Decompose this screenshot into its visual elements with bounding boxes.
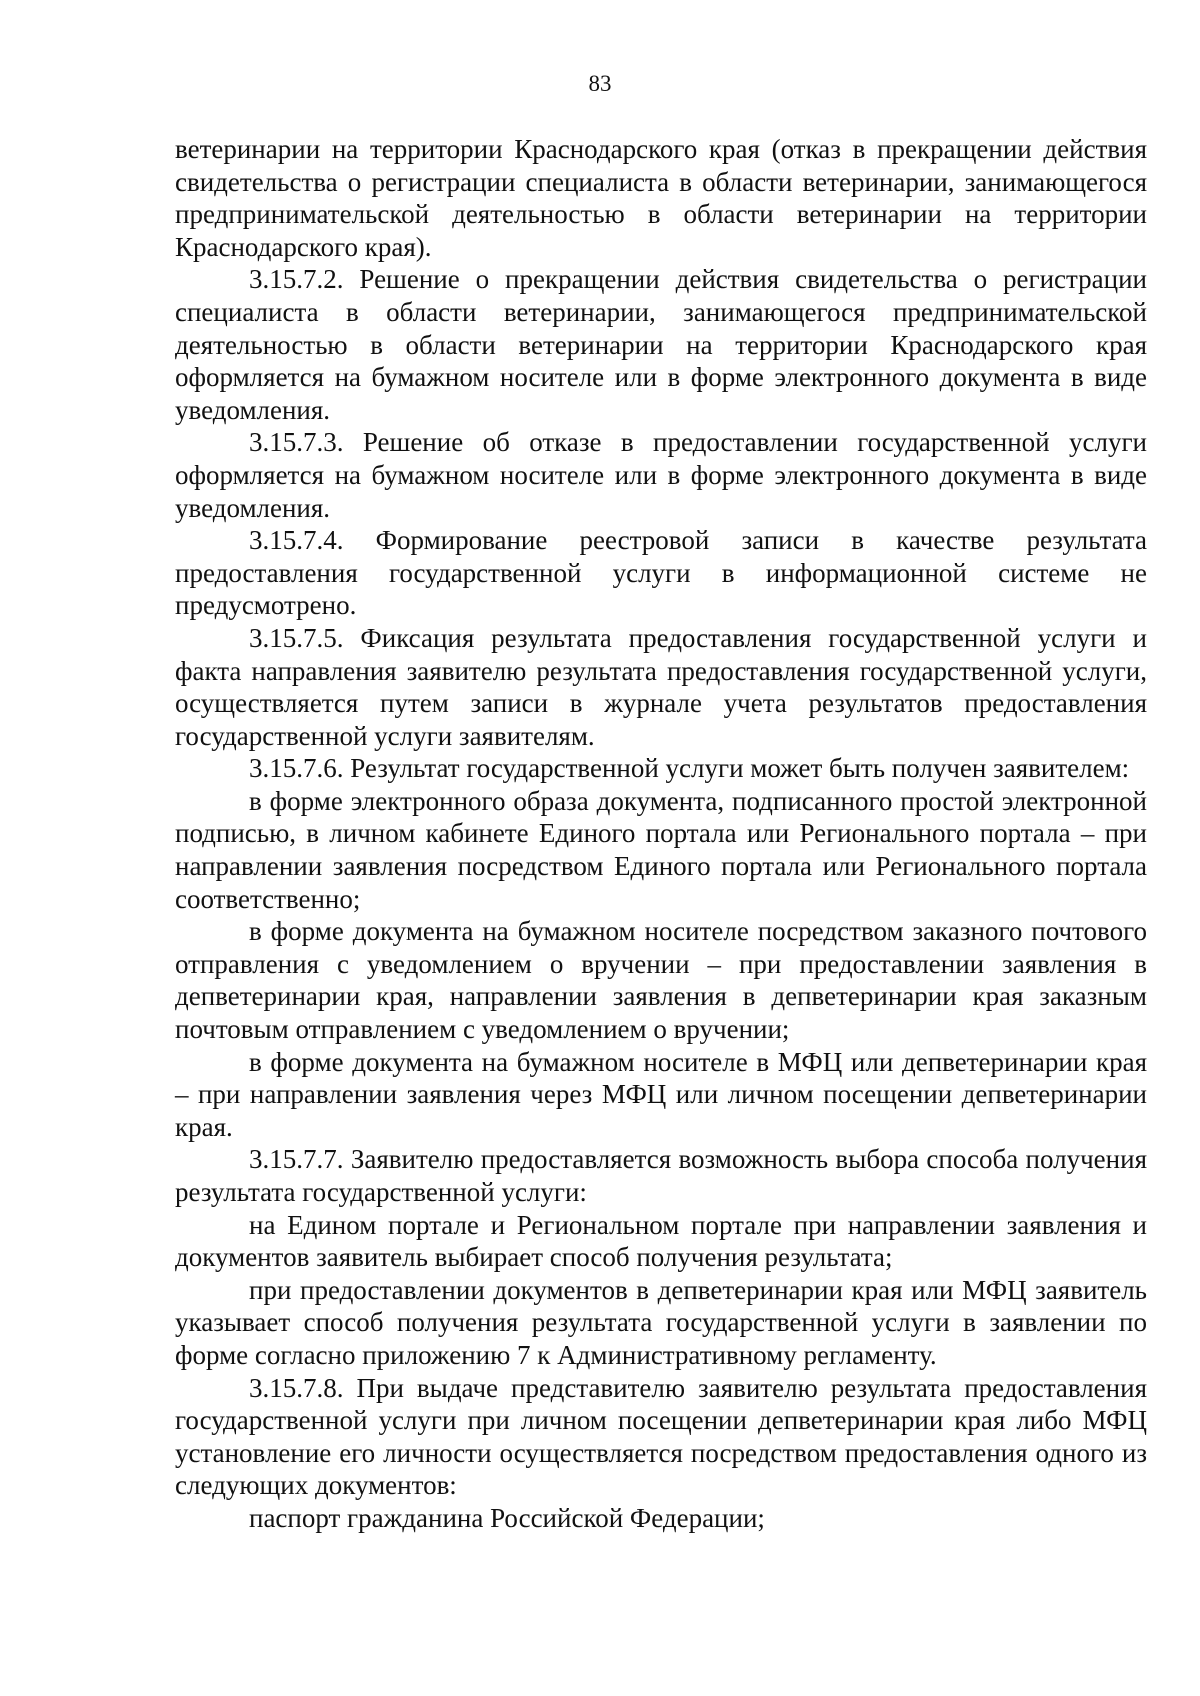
- page-number: 83: [588, 71, 612, 96]
- paragraph: 3.15.7.3. Решение об отказе в предоставлении государственной услуги оформляется на бумажном носителе или в форме электронного документа в виде уведомления.: [175, 427, 1147, 523]
- paragraph: ветеринарии на территории Краснодарского края (отказ в прекращении действия свидетельства о регистрации специалиста в области ветеринарии, занимающегося предпринимательской деятельностью в области ветеринарии на территории Краснодарского края).: [175, 134, 1147, 262]
- paragraph: в форме электронного образа документа, подписанного простой электронной подписью, в личном кабинете Единого портала или Регионального портала – при направлении заявления посредством Единого портала или Регионального портала соответственно;: [175, 785, 1147, 914]
- paragraph: 3.15.7.6. Результат государственной услуги может быть получен заявителем:: [249, 753, 1130, 784]
- paragraph: 3.15.7.8. При выдаче представителю заявителю результата предоставления государственной услуги при личном посещении депветеринарии края либо МФЦ установление его личности осуществляется посредством предоставления одного из следующих документов:: [175, 1372, 1147, 1501]
- paragraph: на Едином портале и Региональном портале при направлении заявления и документов заявитель выбирает способ получения результата;: [175, 1209, 1147, 1273]
- document-body: [175, 133, 1147, 1535]
- paragraph: 3.15.7.5. Фиксация результата предоставления государственной услуги и факта направления заявителю результата предоставления государственной услуги, осуществляется путем записи в журнале учета результатов предоставления государственной услуги заявителям.: [175, 622, 1147, 751]
- paragraph: в форме документа на бумажном носителе посредством заказного почтового отправления с уведомлением о вручении – при предоставлении заявления в депветеринарии края, направлении заявления в депветеринарии края заказным почтовым отправлением с уведомлением о вручении;: [175, 916, 1147, 1045]
- paragraph: при предоставлении документов в депветеринарии края или МФЦ заявитель указывает способ получения результата государственной услуги в заявлении по форме согласно приложению 7 к Административному регламенту.: [175, 1274, 1147, 1370]
- paragraph: паспорт гражданина Российской Федерации;: [249, 1502, 765, 1533]
- paragraph: 3.15.7.4. Формирование реестровой записи в качестве результата предоставления государственной услуги в информационной системе не предусмотрено.: [175, 525, 1147, 621]
- paragraph: 3.15.7.7. Заявителю предоставляется возможность выбора способа получения результата государственной услуги:: [175, 1144, 1147, 1207]
- paragraph: 3.15.7.2. Решение о прекращении действия свидетельства о регистрации специалиста в области ветеринарии, занимающегося предпринимательской деятельностью в области ветеринарии на территории Краснодарского края оформляется на бумажном носителе или в форме электронного документа в виде уведомления.: [175, 264, 1147, 425]
- paragraph: в форме документа на бумажном носителе в МФЦ или депветеринарии края – при направлении заявления через МФЦ или личном посещении депветеринарии края.: [175, 1046, 1147, 1142]
